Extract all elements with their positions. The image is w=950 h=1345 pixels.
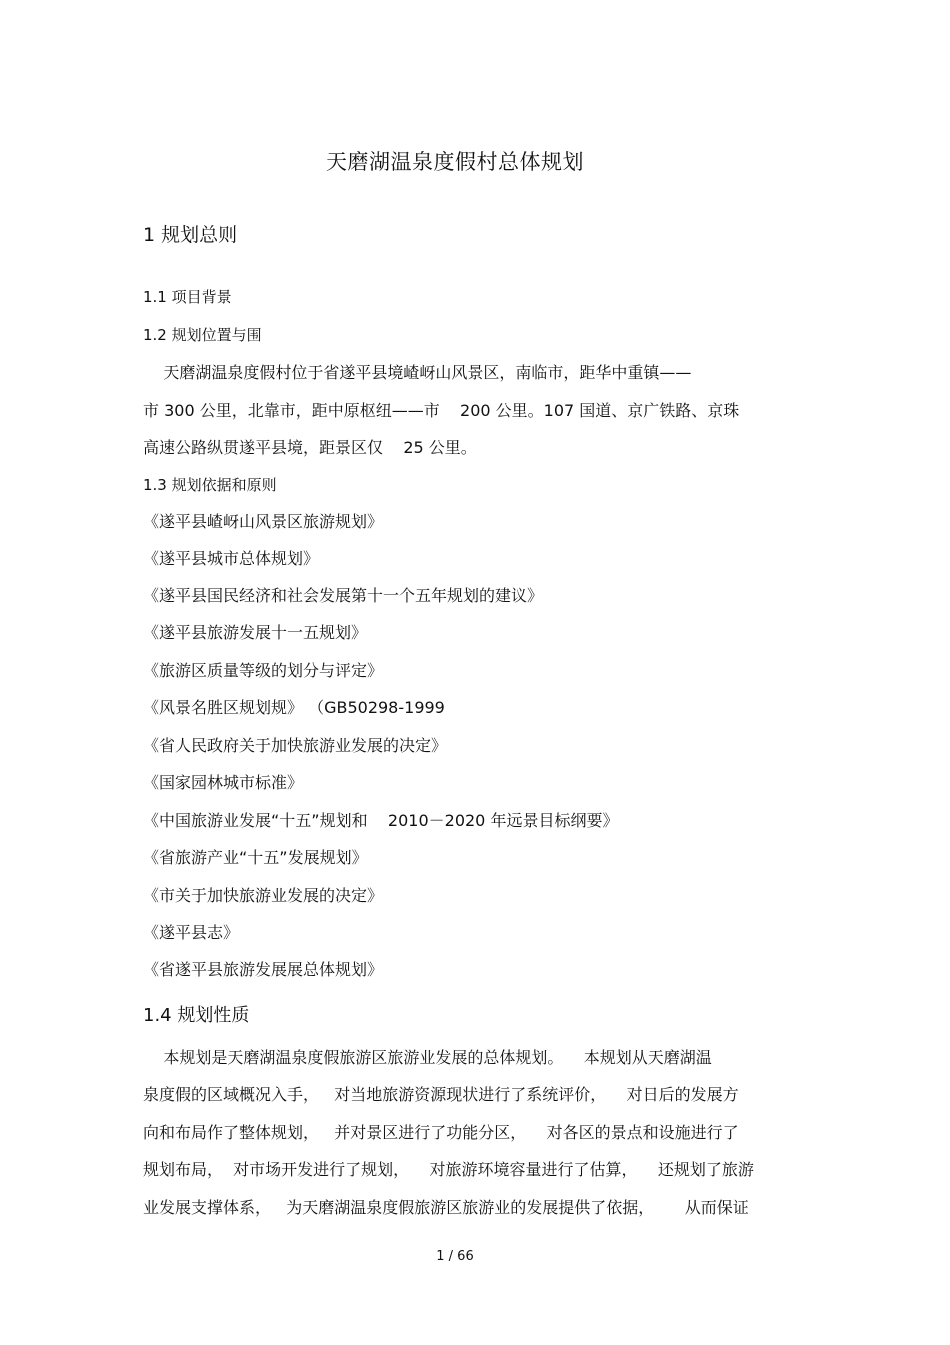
reference-item: 《市关于加快旅游业发展的决定》 [143,886,384,905]
reference-item: 《旅游区质量等级的划分与评定》 [143,661,384,680]
reference-item: 《省遂平县旅游发展展总体规划》 [143,960,384,979]
reference-item: 《遂平县城市总体规划》 [143,549,320,568]
paragraph-line: 高速公路纵贯遂平县境，距景区仅 25 公里。 [143,438,477,457]
paragraph-line: 本规划是天磨湖温泉度假旅游区旅游业发展的总体规划。 本规划从天磨湖温 [143,1048,712,1067]
reference-item: 《遂平县嵖岈山风景区旅游规划》 [143,512,384,531]
paragraph-line: 业发展支撑体系， 为天磨湖温泉度假旅游区旅游业的发展提供了依据， 从而保证 [143,1198,749,1217]
reference-item: 《省人民政府关于加快旅游业发展的决定》 [143,736,448,755]
subsection-heading-1-1: 1.1 项目背景 [143,288,232,306]
paragraph-line: 市 300 公里，北靠市，距中原枢纽——市 200 公里。107 国道、京广铁路、京珠 [143,401,740,420]
section-heading-1: 1 规划总则 [143,224,238,246]
reference-item: 《国家园林城市标准》 [143,773,304,792]
subsection-heading-1-4: 1.4 规划性质 [143,1005,250,1026]
paragraph-line: 泉度假的区域概况入手， 对当地旅游资源现状进行了系统评价， 对日后的发展方 [143,1085,739,1104]
reference-item: 《省旅游产业“十五”发展规划》 [143,848,368,867]
subsection-heading-1-3: 1.3 规划依据和原则 [143,476,277,494]
reference-item: 《遂平县国民经济和社会发展第十一个五年规划的建议》 [143,586,544,605]
reference-item: 《中国旅游业发展“十五”规划和 2010－2020 年远景目标纲要》 [143,811,619,830]
reference-item: 《风景名胜区规划规》 （GB50298-1999 [143,698,445,717]
paragraph-line: 向和布局作了整体规划， 并对景区进行了功能分区， 对各区的景点和设施进行了 [143,1123,739,1142]
reference-item: 《遂平县志》 [143,923,240,942]
document-title: 天磨湖温泉度假村总体规划 [326,150,584,174]
paragraph-line: 规划布局， 对市场开发进行了规划， 对旅游环境容量进行了估算， 还规划了旅游 [143,1160,754,1179]
reference-item: 《遂平县旅游发展十一五规划》 [143,623,368,642]
subsection-heading-1-2: 1.2 规划位置与围 [143,326,262,344]
page-number: 1 / 66 [436,1249,474,1264]
paragraph-line: 天磨湖温泉度假村位于省遂平县境嵖岈山风景区，南临市，距华中重镇—— [143,363,692,382]
